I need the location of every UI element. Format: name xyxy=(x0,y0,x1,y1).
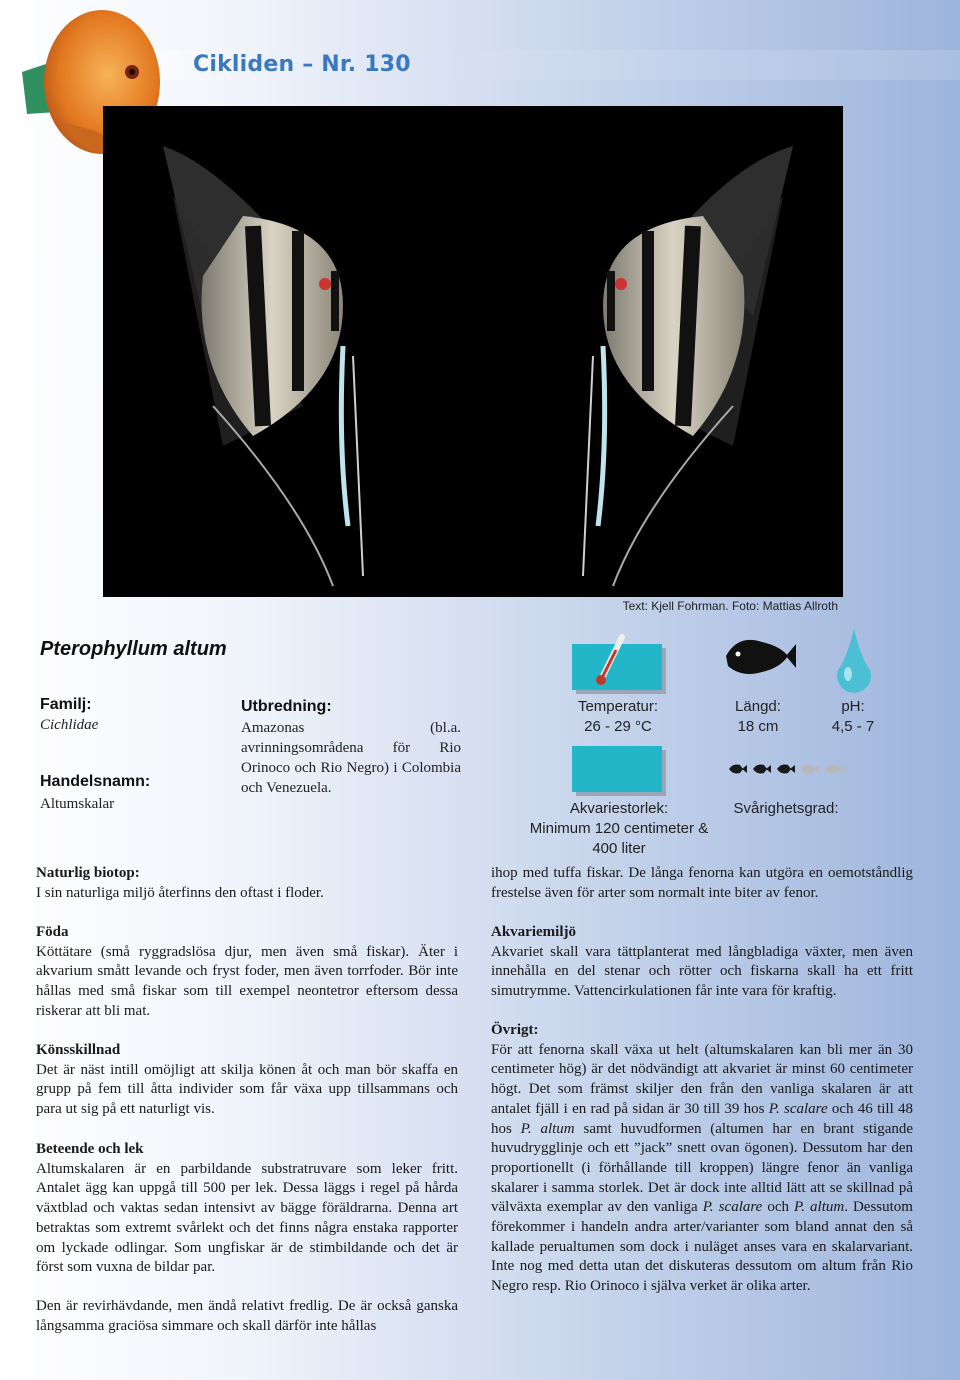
species-italic: P. scalare xyxy=(768,1100,828,1117)
other-section xyxy=(491,1021,913,1297)
ph-label: pH: xyxy=(841,698,865,715)
sex-differences-section xyxy=(36,1041,458,1120)
other-text-part: och xyxy=(762,1199,795,1216)
distribution-label: Utbredning: xyxy=(241,698,332,715)
water-drop-icon xyxy=(834,626,874,696)
ph-value: 4,5 - 7 xyxy=(831,718,875,735)
aquarium-icon xyxy=(572,744,668,796)
species-name: Pterophyllum altum xyxy=(40,638,227,660)
behavior-text: Altumskalaren är en parbildande substratruvare som leker fritt. Antalet ägg kan uppgå till 500 per lek. Dessa läggs i regel på hårda växtblad och vaktas sedan intensivt av bägge föräldrarna. Denna art betraktas som extremt svårlekt och det finns några enstaka rapporter om lyckade odlingar. Som ungfiskar är de stimbildande och det är först som vuxna de bildar par. xyxy=(36,1160,458,1276)
other-heading: Övrigt: xyxy=(491,1022,539,1038)
family-value: Cichlidae xyxy=(40,717,99,733)
tank-size-label: Akvariestorlek: xyxy=(569,800,669,817)
thermometer-icon xyxy=(572,634,668,694)
biotope-text: I sin naturliga miljö återfinns den oftast i floder. xyxy=(36,884,324,901)
sex-differences-text: Det är näst intill omöjligt att skilja könen åt och man bör skaffa en grupp på fem till åtta individer som får växa upp tillsammans och para ut sig på ett naturligt vis. xyxy=(36,1061,458,1118)
distribution-value: Amazonas (bl.a. avrinningsområdena för Rio Orinoco och Rio Negro) i Colombia och Venezuela. xyxy=(241,720,461,796)
left-angelfish xyxy=(163,146,363,586)
other-text-part: och 46 till 48 hos xyxy=(491,1100,914,1137)
species-italic: P. altum xyxy=(520,1120,575,1137)
continued-text: ihop med tuffa fiskar. De långa fenorna kan utgöra en oemotståndlig frestelse även för arter som normalt inte biter av fenor. xyxy=(491,865,913,901)
trade-name-label: Handelsnamn: xyxy=(40,773,151,790)
temperature-value: 26 - 29 °C xyxy=(584,718,652,735)
other-text-part: För att fenorna skall växa ut helt (altumskalaren kan bli mer än 30 centimeter hög) är det nödvändigt att akvariet är minst 60 centimeter högt. Det som främst skiljer den från den vanliga skalaren är att antalet fjäll i en rad på sidan är 30 till 39 hos xyxy=(491,1041,913,1117)
difficulty-label: Svårighetsgrad: xyxy=(733,800,839,817)
photo-credit: Text: Kjell Fohrman. Foto: Mattias Allroth xyxy=(622,599,838,613)
page-title: Cikliden – Nr. 130 xyxy=(193,52,411,77)
other-text xyxy=(491,1041,913,1297)
tank-size-value: Minimum 120 centimeter & 400 liter xyxy=(529,820,709,857)
aquarium-section xyxy=(491,923,913,1002)
family-label: Familj: xyxy=(40,696,92,713)
trade-name-value: Altumskalar xyxy=(40,796,115,812)
aquarium-heading: Akvariemiljö xyxy=(491,924,576,940)
territory-text: Den är revirhävdande, men ändå relativt fredlig. De är också ganska långsamma graciösa simmare och skall därför inte hållas xyxy=(36,1298,458,1334)
difficulty-rating xyxy=(728,762,848,780)
biotope-section xyxy=(36,864,458,903)
species-italic: P. altum xyxy=(794,1199,845,1216)
right-angelfish xyxy=(583,146,793,586)
species-italic: P. scalare xyxy=(702,1199,763,1216)
aquarium-text: Akvariet skall vara tättplanterat med långbladiga växter, men även innehålla en del stenar och rötter och fiskarna skall ha ett fritt simutrymme. Vattencirkulationen får inte vara för kraftig. xyxy=(491,943,913,1000)
food-heading: Föda xyxy=(36,924,69,940)
difficulty-fish-filled-icon xyxy=(728,762,748,776)
food-section xyxy=(36,923,458,1022)
length-value: 18 cm xyxy=(737,718,779,735)
difficulty-fish-filled-icon xyxy=(776,762,796,776)
length-label: Längd: xyxy=(735,698,781,715)
temperature-label: Temperatur: xyxy=(577,698,659,715)
continued-section xyxy=(491,864,913,903)
biotope-heading: Naturlig biotop: xyxy=(36,865,140,881)
other-text-part: samt huvudformen (altumen har en brant stigande huvudrygglinje och ett ”jack” snett ovan ögonen). Dessutom har den proportionellt (i förhållande till kroppen) längre fenor än vanliga skalarer i samma storlek. Det är dock inte alltid lätt att se skillnad på välväxta exemplar av den vanliga xyxy=(491,1120,914,1216)
behavior-section xyxy=(36,1140,458,1278)
territory-section xyxy=(36,1297,458,1336)
fish-length-icon xyxy=(718,634,796,684)
difficulty-fish-filled-icon xyxy=(752,762,772,776)
behavior-heading: Beteende och lek xyxy=(36,1141,144,1157)
angelfish-photo xyxy=(103,106,843,597)
other-text-part: . Dessutom förekommer i handeln andra arter/varianter som bland annat den så kallade perualtumen som dock i nuläget anses vara en skalarvariant. Inte nog med detta utan det diskuteras dessutom om altum från Rio Negro resp. Rio Orinoco i själva verket är olika arter. xyxy=(491,1199,913,1295)
food-text: Köttätare (små ryggradslösa djur, men även små fiskar). Äter i akvarium smått levande och fryst foder, men även torrfoder. Bör inte hållas med små fiskar som till exempel neontetror eftersom dessa riskerar att bli mat. xyxy=(36,943,458,1019)
sex-differences-heading: Könsskillnad xyxy=(36,1042,121,1058)
difficulty-fish-empty-icon xyxy=(824,762,844,776)
difficulty-fish-empty-icon xyxy=(800,762,820,776)
